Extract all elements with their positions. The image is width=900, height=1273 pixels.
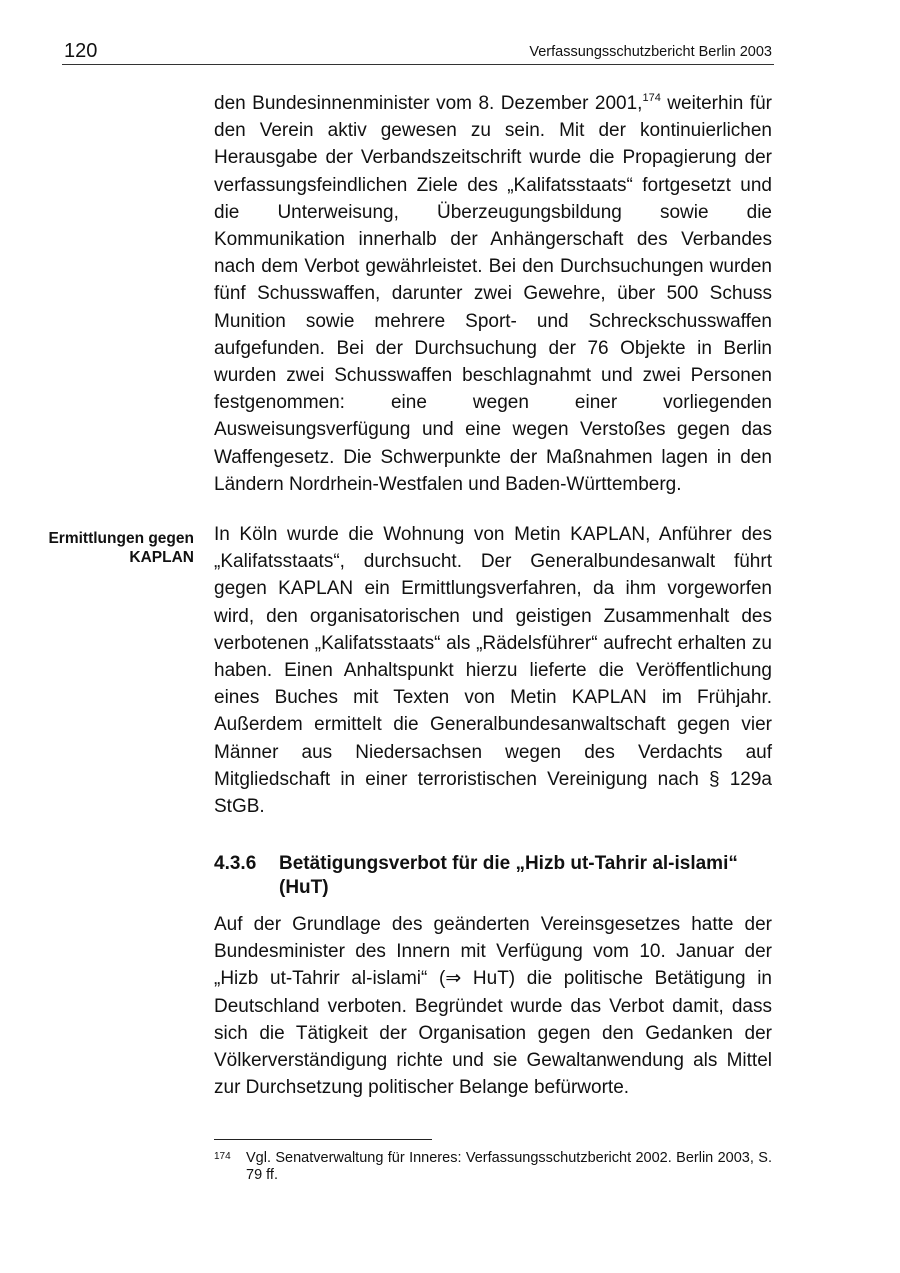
footnote-text: Vgl. Senatverwaltung für Inneres: Verfassungsschutzbericht 2002. Berlin 2003, S. 79 ff. [246,1150,772,1183]
paragraph-1-lead: den Bundesinnenminister vom 8. Dezember 2001, [214,93,643,114]
footnote-number: 174 [214,1151,231,1162]
paragraph-1-rest: weiterhin für den Verein aktiv gewesen zu sein. Mit der kontinuierlichen Herausgabe der Verbandszeitschrift wurde die Propagierung der verfassungsfeindlichen Ziele des „Kalifatsstaats“ fortgesetzt und die Unterweisung, Überzeugungsbildung sowie die Kommunikation innerhalb der Anhängerschaft des Verbandes nach dem Verbot gewährleistet. Bei den Durchsuchungen wurden fünf Schusswaffen, darunter zwei Gewehre, über 500 Schuss Munition sowie mehrere Sport- und Schreckschusswaffen aufgefunden. Bei der Durchsuchung der 76 Objekte in Berlin wurden zwei Schusswaffen beschlagnahmt und zwei Personen festgenommen: eine wegen einer vorliegenden Ausweisungsverfügung und eine wegen Verstoßes gegen das Waffengesetz. Die Schwerpunkte der Maßnahmen lagen in den Ländern Nordrhein-Westfalen und Baden-Württemberg. [214,93,772,495]
paragraph-3: Auf der Grundlage des geänderten Vereinsgesetzes hatte der Bundesminister des Innern mit Verfügung vom 10. Januar der „Hizb ut-Tahrir al-islami“ (⇒ HuT) die politische Betätigung in Deutschland verboten. Begründet wurde das Verbot damit, dass sich die Tätigkeit der Organisation gegen den Gedanken der Völkerverständigung richte und sie Gewaltanwendung als Mittel zur Durchsetzung politischer Belange befürworte. [214,914,772,1099]
page-number: 120 [64,40,98,62]
running-title: Verfassungsschutzbericht Berlin 2003 [529,44,772,60]
margin-note-line-1: Ermittlungen gegen [48,530,194,547]
margin-note [20,529,194,567]
footnote-reference[interactable]: 174 [642,92,661,104]
margin-note-line-2: KAPLAN [129,549,194,566]
paragraph-1 [214,90,772,498]
section-title: Betätigungsverbot für die „Hizb ut-Tahrir al-islami“ (HuT) [279,853,738,898]
footnote-divider [214,1139,432,1140]
section-number: 4.3.6 [214,853,257,874]
paragraph-2: In Köln wurde die Wohnung von Metin KAPLAN, Anführer des „Kalifatsstaats“, durchsucht. Der Generalbundesanwalt führt gegen KAPLAN ein Ermittlungsverfahren, da ihm vorgeworfen wird, den organisatorischen und geistigen Zusammenhalt des verbotenen „Kalifatsstaats“ als „Rädelsführer“ aufrecht erhalten zu haben. Einen Anhaltspunkt hierzu lieferte die Veröffentlichung eines Buches mit Texten von Metin KAPLAN im Frühjahr. Außerdem ermittelt die Generalbundesanwaltschaft gegen vier Männer aus Niedersachsen wegen des Verdachts auf Mitgliedschaft in einer terroristischen Vereinigung nach § 129a StGB. [214,524,772,818]
page-header [62,38,774,65]
footnote [214,1150,772,1184]
